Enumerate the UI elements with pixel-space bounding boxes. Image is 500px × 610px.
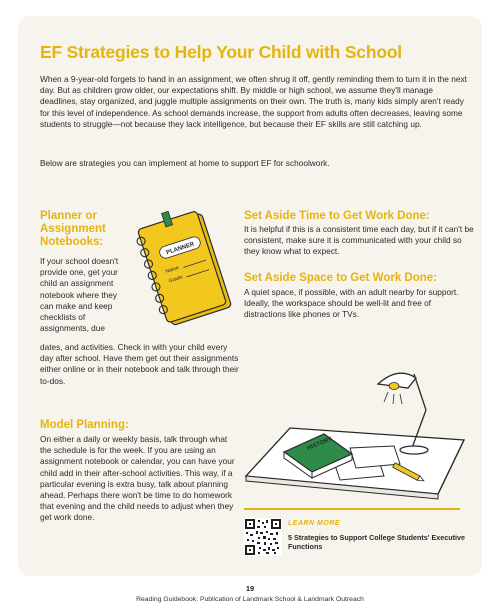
model-planning-body: On either a daily or weekly basis, talk through what the schedule is for the week. If you are using an assignment notebook or calendar, you can have your child add in their after-school activities. This way, if a particular evening is extra busy, talk about planning ahead. Perhaps there won't be time to do homework that evening and the child needs to adjust when they get work done.	[40, 434, 235, 523]
intro-paragraph: When a 9-year-old forgets to hand in an assignment, we often shrug it off, gently reminding them to turn it in the next day. But as children grow older, our expectations shift. By middle or high school, we assume they'll manage deadlines, stay organized, and juggle multiple assignments on their own. The truth is, many kids simply aren't ready for this level of independence. As school demands increase, the support from adults often decreases, leaving some students to struggle—not because they lack intelligence, but because their EF skills are still catching up.	[40, 74, 467, 129]
planner-body-part2: dates, and activities. Check in with your child every day after school. Have them get out their assignments either online or in their notebook and talk through their to-dos.	[40, 342, 239, 386]
page-title: EF Strategies to Help Your Child with School	[40, 42, 402, 62]
learn-more-link[interactable]: 5 Strategies to Support College Students' Executive Functions	[288, 533, 466, 551]
planner-name-label: Name:	[164, 264, 181, 275]
learn-more-divider	[244, 508, 460, 510]
planner-cover-label: PLANNER	[165, 241, 196, 257]
set-space-heading: Set Aside Space to Get Work Done:	[244, 272, 437, 284]
page-number: 19	[245, 584, 255, 593]
footer-text: Reading Guidebook: Publication of Landmark School & Landmark Outreach	[136, 596, 364, 603]
history-book-label: HISTORY	[306, 436, 334, 452]
planner-grade-label: Grade:	[168, 274, 185, 285]
planner-heading: Planner or Assignment Notebooks:	[40, 210, 106, 248]
desk-lamp-illustration	[238, 344, 468, 504]
planner-body-part1: If your school doesn't provide one, get your child an assignment notebook where they can make and keep checklists of assignments, due	[40, 256, 119, 334]
learn-more-label: LEARN MORE	[288, 520, 341, 527]
intro-summary: Below are strategies you can implement at home to support EF for schoolwork.	[40, 158, 330, 168]
qr-code[interactable]	[244, 518, 282, 556]
set-time-heading: Set Aside Time to Get Work Done:	[244, 210, 430, 222]
model-planning-heading: Model Planning:	[40, 419, 129, 431]
set-time-body: It is helpful if this is a consistent time each day, but if it can't be consistent, make sure it is communicated with your child so they know what to expect.	[244, 224, 474, 257]
set-space-body: A quiet space, if possible, with an adult nearby for support. Ideally, the workspace should be well-lit and free of distractions like phones or TVs.	[244, 287, 459, 320]
planner-notebook-illustration	[132, 200, 232, 340]
